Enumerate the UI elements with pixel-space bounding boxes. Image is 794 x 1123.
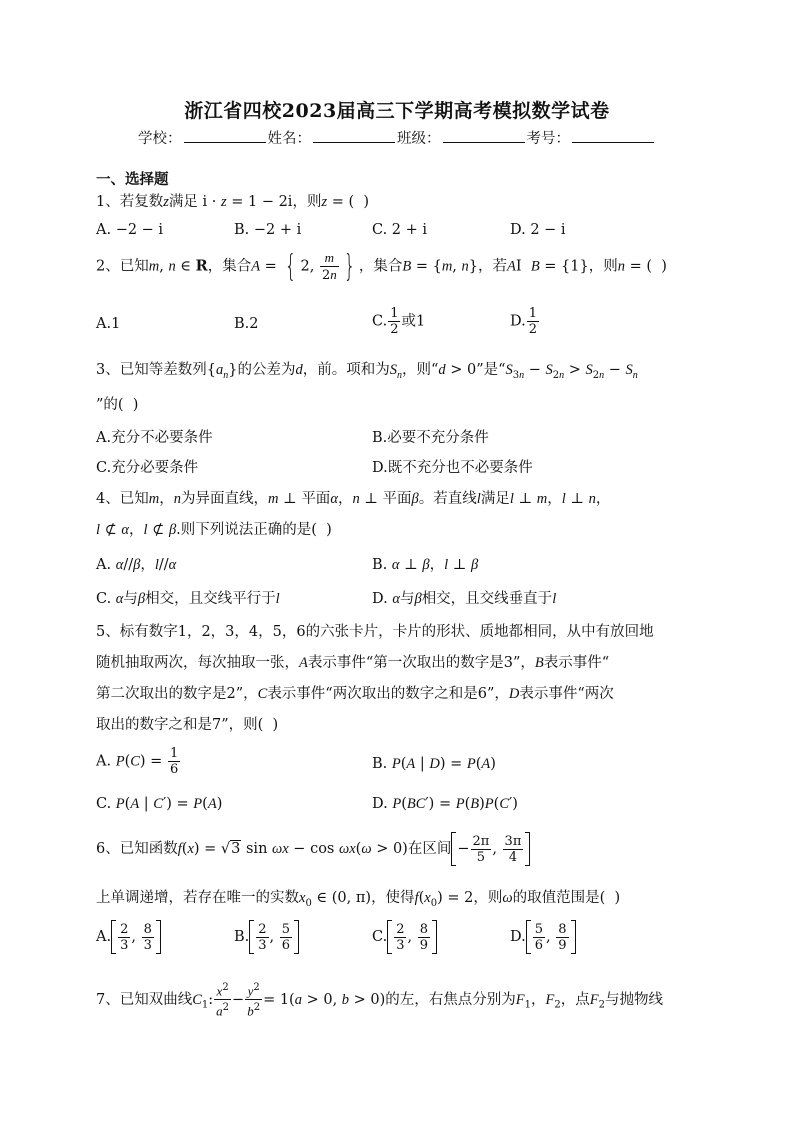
exam-no-label: 考号： [526, 131, 570, 147]
q4-option-d[interactable]: D. α与β相交，且交线垂直于l [372, 591, 557, 607]
q1-var-z: z [163, 194, 169, 210]
question-3: 3、已知等差数列$\{a_n\}$的公差为d，前。项和为$S_n$，则“d > 0”是“$S_{3n} - S_{2n} > S_{2n} - S_n$ [96, 362, 638, 381]
q5-option-d[interactable]: D. P(BC′) = P(B)P(C′) [372, 796, 518, 812]
q2-pre: 2、已知 [96, 258, 149, 275]
q1-post: ，则 [292, 194, 322, 210]
question-6-line-2: 上单调递增，若存在唯一的实数$x_0$ ∈ (0, π)，使得$f(x_0) = 2$，则ω的取值范围是( ) [96, 890, 621, 909]
question-6: 6、已知函数f(x) = √3 sin ωx − cos ωx(ω > 0)在区间 − $\frac{2\pi}{5}$ , $\frac{3\pi}{4}$ [96, 832, 530, 866]
q1-mid: 满足 [168, 194, 198, 210]
school-label: 学校： [138, 131, 182, 147]
q4-option-a[interactable]: A. α//β，l//α [96, 557, 177, 573]
exam-no-blank[interactable] [572, 128, 654, 143]
q1-option-c[interactable]: C. 2 + i [372, 222, 428, 238]
q5-option-c[interactable]: C. P(A | C′) = P(A) [96, 796, 223, 812]
q1-option-b[interactable]: B. −2 + i [234, 222, 302, 238]
q2-option-a[interactable]: A.1 [96, 316, 121, 332]
question-5-line-3: 第二次取出的数字是2”，C表示事件“两次取出的数字之和是6”，D表示事件“两次 [96, 686, 614, 702]
q2-frac-m-2n: $\frac{m}{2n}$ [321, 250, 337, 283]
q3-option-c[interactable]: C.充分必要条件 [96, 460, 199, 476]
school-blank[interactable] [184, 128, 266, 143]
q2-cond: ，若 [478, 258, 507, 275]
question-5-line-4: 取出的数字之和是7”，则( ) [96, 717, 279, 733]
page-title: 浙江省四校2023届高三下学期高考模拟数学试卷 [184, 100, 610, 122]
q5-option-b[interactable]: B. P(A | D) = P(A) [372, 756, 496, 772]
q4-option-b[interactable]: B. α ⊥ β，l ⊥ β [372, 557, 479, 573]
q2-option-b[interactable]: B.2 [234, 316, 259, 332]
q2-then: ，则 [588, 258, 618, 275]
section-heading: 一、选择题 [96, 171, 169, 188]
name-blank[interactable] [313, 128, 395, 143]
q2-option-d[interactable]: D. $\frac{1}{2}$ [510, 306, 537, 337]
question-5-line-2: 随机抽取两次，每次抽取一张，A表示事件“第一次取出的数字是3”，B表示事件“ [96, 655, 610, 671]
q6-option-a[interactable]: A. $\frac{2}{3}$ , $\frac{8}{3}$ [96, 920, 161, 954]
student-info-line [0, 127, 794, 148]
question-7: 7、已知双曲线$C_1$: $\frac{x^2}{a^2}$ − $\frac{y^2}{b^2}$ = 1(a > 0, b > 0)的左，右焦点分别为$F_1$，$F_2$，点$F_2$与抛物线 [96, 982, 663, 1019]
q6-option-b[interactable]: B. $\frac{2}{3}$ , $\frac{5}{6}$ [234, 920, 299, 954]
q1-option-d[interactable]: D. 2 − i [510, 222, 566, 238]
q1-option-a[interactable]: A. −2 − i [96, 222, 164, 238]
question-4: 4、已知m，n为异面直线，m ⊥ 平面α，n ⊥ 平面β。若直线l满足l ⊥ m，l ⊥ n， [96, 491, 611, 507]
q3-option-a[interactable]: A.充分不必要条件 [96, 430, 213, 446]
q2-option-c[interactable]: C. $\frac{1}{2}$ 或1 [372, 306, 426, 337]
q1-z: z [321, 194, 328, 210]
q4-line-2: l ⊄ α，l ⊄ β.则下列说法正确的是( ) [96, 522, 332, 538]
q2-set-a-label: ，集合 [207, 258, 252, 275]
question-1: 1、若复数z满足 i · z = 1 − 2i，则z = ( ) [96, 194, 370, 210]
q1-paren: ( ) [348, 194, 370, 210]
q4-option-c[interactable]: C. α与β相交，且交线平行于l [96, 591, 280, 607]
q1-pre: 1、若复数 [96, 194, 164, 210]
class-label: 班级： [397, 131, 441, 147]
q1-equation: i · z = 1 − 2i [197, 194, 293, 210]
class-blank[interactable] [443, 128, 525, 143]
q2-paren: ( ) [646, 258, 667, 275]
q6-option-c[interactable]: C. $\frac{2}{3}$ , $\frac{8}{9}$ [372, 920, 437, 954]
q2-set-b-label: ，集合 [358, 258, 403, 275]
q6-option-d[interactable]: D. $\frac{5}{6}$ , $\frac{8}{9}$ [510, 920, 576, 954]
q3-option-b[interactable]: B.必要不充分条件 [372, 430, 489, 446]
q3-end: ”的( ) [96, 397, 139, 413]
name-label: 姓名： [267, 131, 311, 147]
question-5-line-1: 5、标有数字1，2，3，4，5，6的六张卡片，卡片的形状、质地都相同，从中有放回地 [96, 624, 654, 640]
q3-option-d[interactable]: D.既不充分也不必要条件 [372, 460, 533, 476]
q5-option-a[interactable]: A. P(C) = $\frac{1}{6}$ [96, 746, 179, 777]
question-2: 2、已知m, n ∈ R，集合A = { 2, $\frac{m}{2n}$ } ，集合B = {m, n}，若AI B = {1}，则n = ( ) [96, 248, 667, 284]
